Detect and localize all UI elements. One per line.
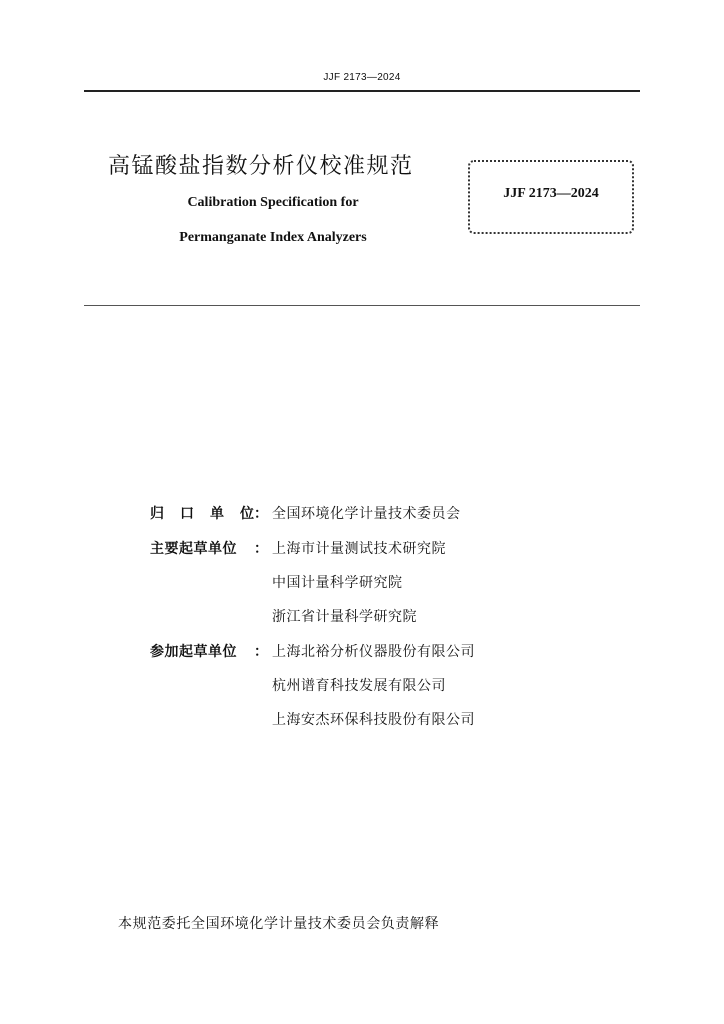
- title-english-line2: Permanganate Index Analyzers: [179, 230, 367, 245]
- code-box: [468, 160, 634, 234]
- participating-value: 上海安杰环保科技股份有限公司: [272, 712, 475, 728]
- centralized-unit-value: 全国环境化学计量技术委员会: [272, 506, 461, 522]
- label-char: 归: [150, 506, 164, 522]
- header-code: JJF 2173—2024: [323, 72, 401, 83]
- participating-value: 上海北裕分析仪器股份有限公司: [272, 644, 475, 660]
- footer-note: 本规范委托全国环境化学计量技术委员会负责解释: [118, 916, 440, 932]
- participating-label: 参加起草单位: [150, 644, 237, 660]
- code-box-text: JJF 2173—2024: [503, 186, 599, 201]
- main-drafting-value: 上海市计量测试技术研究院: [272, 541, 446, 557]
- main-drafting-label: 主要起草单位: [150, 541, 237, 557]
- main-drafting-value: 中国计量科学研究院: [272, 575, 403, 591]
- label-char: 单: [210, 506, 224, 522]
- label-colon: ：: [254, 644, 268, 660]
- bottom-rule: [84, 305, 640, 306]
- label-char: 位: [240, 506, 254, 522]
- title-chinese: 高锰酸盐指数分析仪校准规范: [108, 154, 414, 179]
- participating-value: 杭州谱育科技发展有限公司: [272, 678, 446, 694]
- title-english-line1: Calibration Specification for: [187, 195, 359, 210]
- label-char: 口: [180, 506, 194, 522]
- top-rule: [84, 90, 640, 92]
- label-colon: ：: [254, 541, 268, 557]
- label-colon: ：: [254, 506, 268, 522]
- main-drafting-value: 浙江省计量科学研究院: [272, 609, 417, 625]
- centralized-unit-label: [150, 503, 254, 523]
